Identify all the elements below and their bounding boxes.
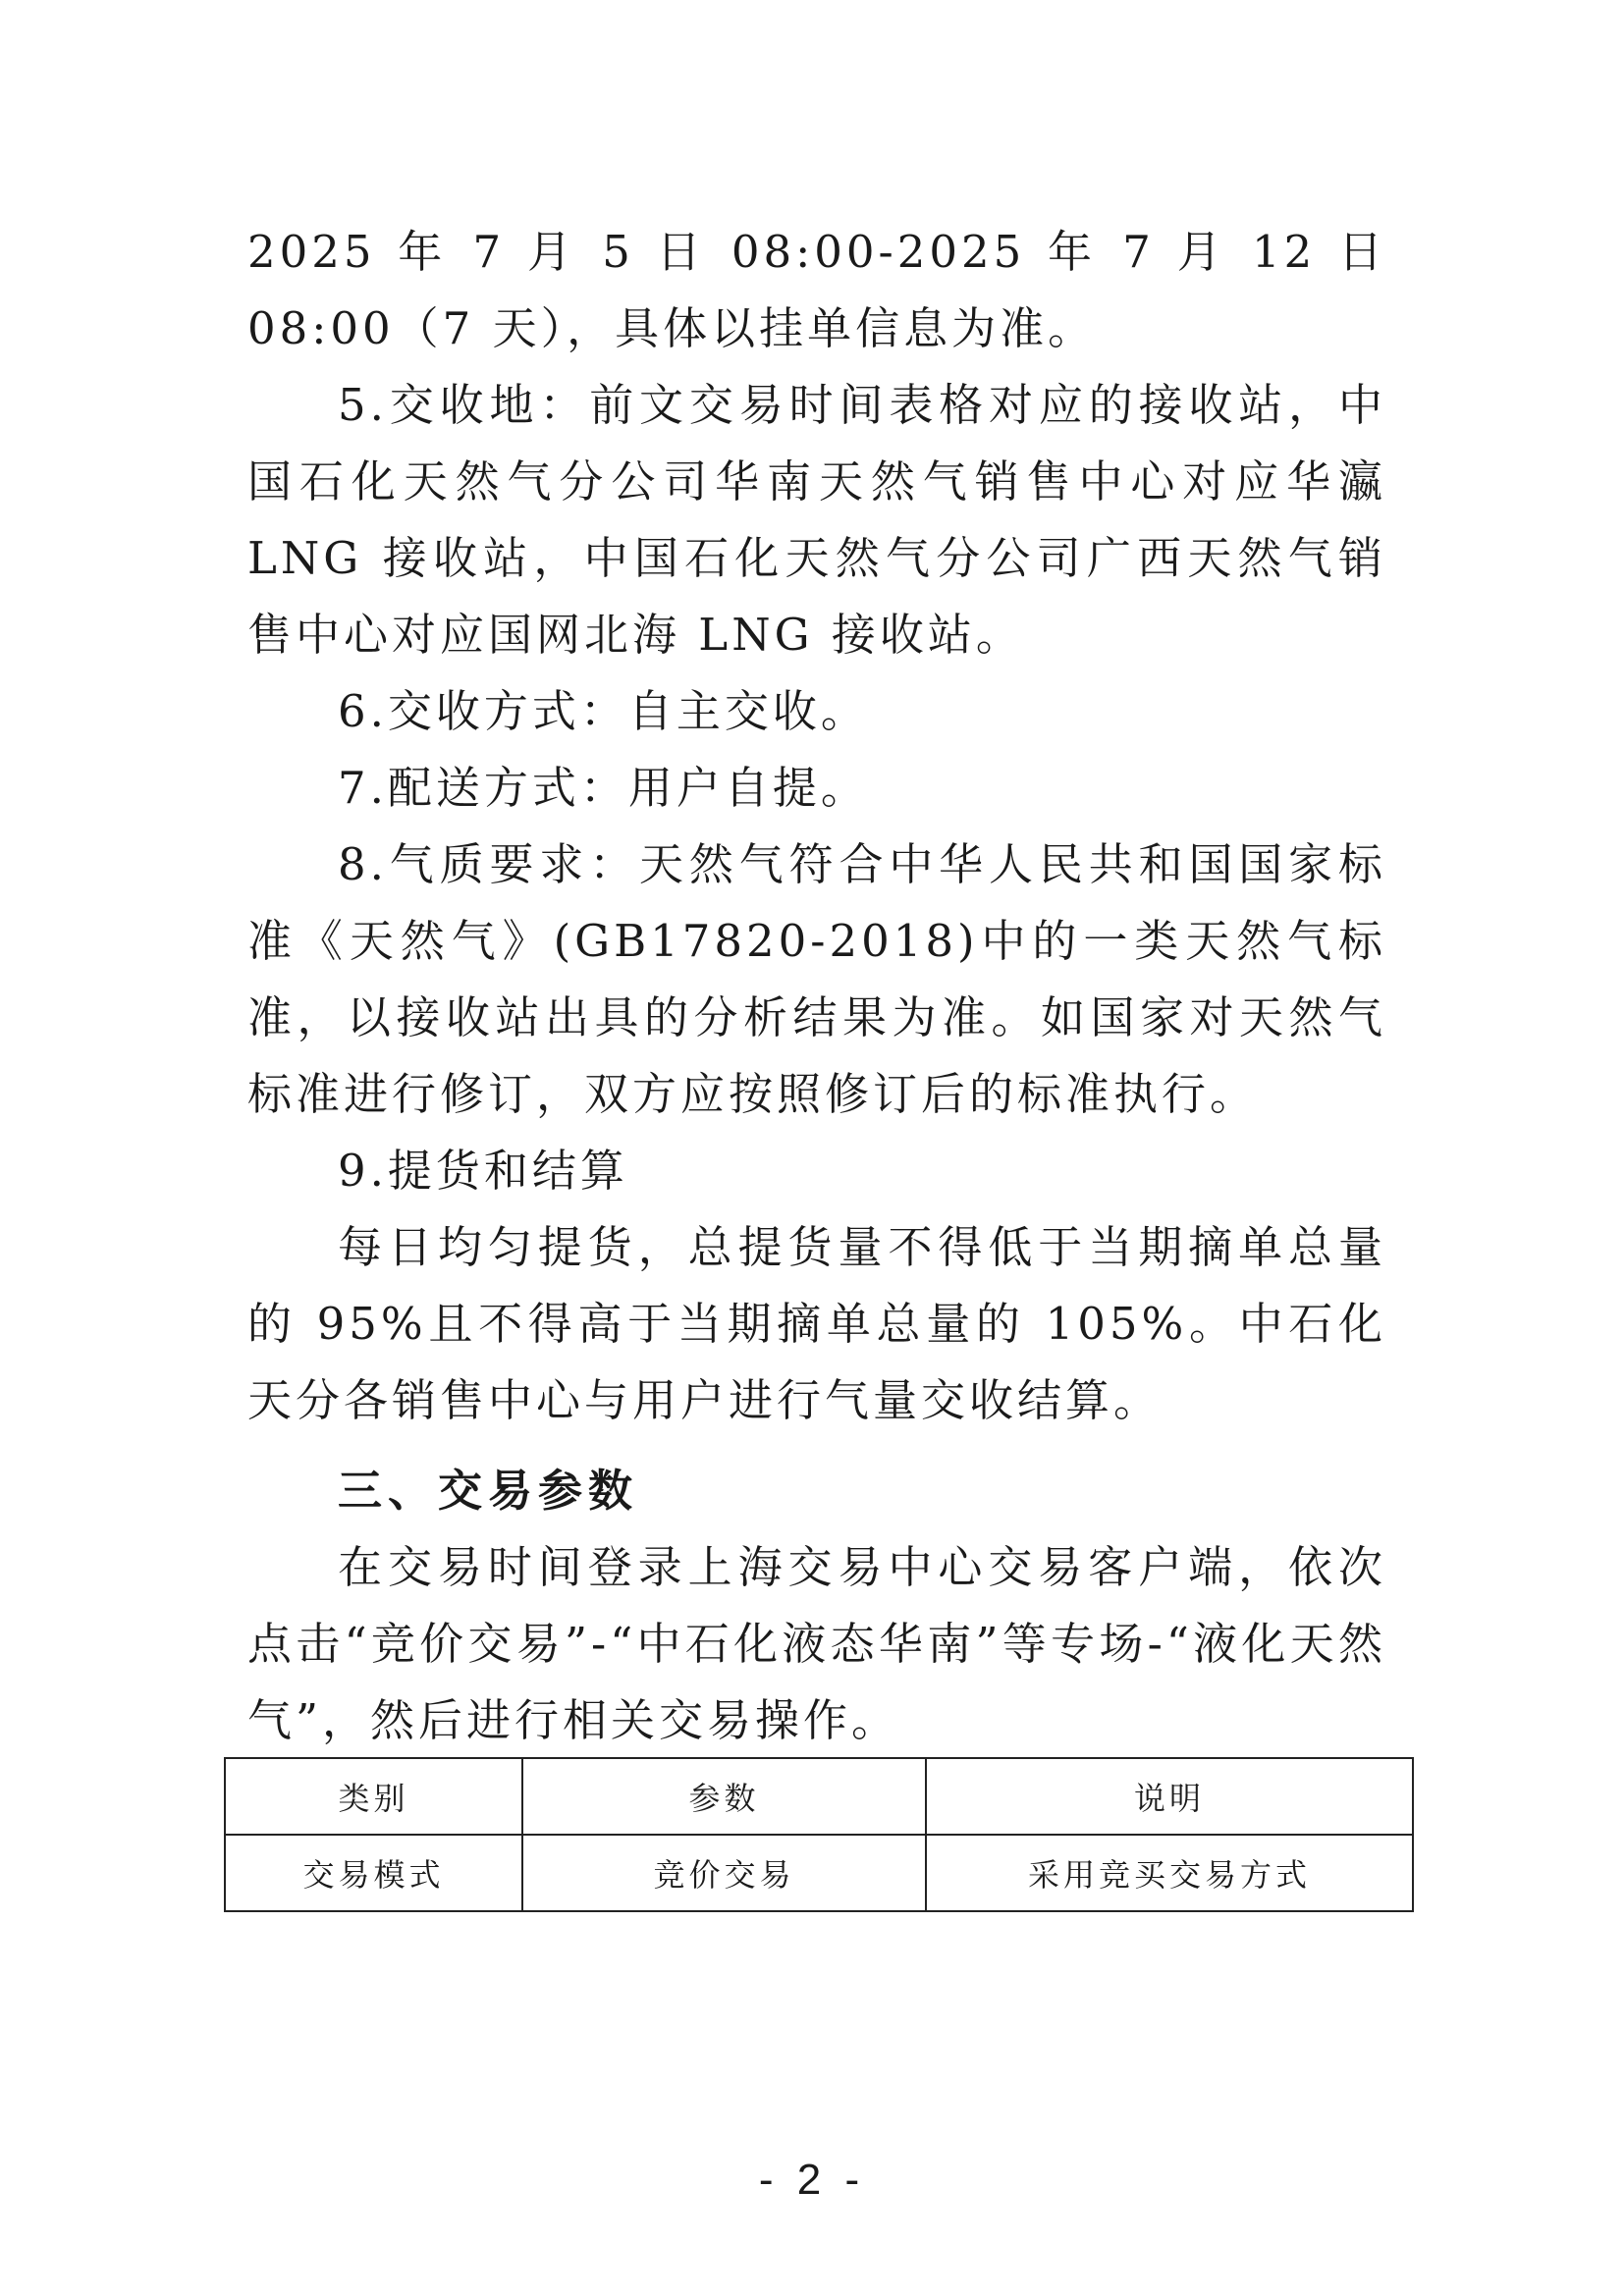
table-header-row: [225, 1758, 1413, 1835]
paragraph-delivery-location: 5.交收地：前文交易时间表格对应的接收站，中国石化天然气分公司华南天然气销售中心对应华瀛 LNG 接收站，中国石化天然气分公司广西天然气销售中心对应国网北海 LNG 接收站。: [247, 379, 1386, 661]
table-header-parameter: 参数: [522, 1758, 926, 1835]
table-header-category: 类别: [225, 1758, 522, 1835]
table-row: [225, 1835, 1413, 1911]
trading-parameters-table: [224, 1757, 1414, 1912]
paragraph-pickup-settlement: 每日均匀提货，总提货量不得低于当期摘单总量的 95%且不得高于当期摘单总量的 105%。中石化天分各销售中心与用户进行气量交收结算。: [247, 1221, 1386, 1426]
paragraph-trading-instructions: 在交易时间登录上海交易中心交易客户端，依次点击“竞价交易”-“中石化液态华南”等专场-“液化天然气”，然后进行相关交易操作。: [247, 1541, 1386, 1746]
table-cell-category: 交易模式: [225, 1835, 522, 1911]
paragraph-pickup-settlement-title: 9.提货和结算: [338, 1145, 628, 1197]
paragraph-distribution-method: 7.配送方式：用户自提。: [338, 762, 869, 814]
section-heading-trading-parameters: 三、交易参数: [338, 1465, 639, 1517]
paragraph-gas-quality: 8.气质要求：天然气符合中华人民共和国国家标准《天然气》(GB17820-2018)中的一类天然气标准，以接收站出具的分析结果为准。如国家对天然气标准进行修订，双方应按照修订后的标准执行。: [247, 838, 1386, 1120]
paragraph-delivery-method: 6.交收方式：自主交收。: [338, 685, 869, 737]
table-cell-parameter: 竞价交易: [522, 1835, 926, 1911]
table-header-description: 说明: [926, 1758, 1413, 1835]
paragraph-delivery-period: 2025 年 7 月 5 日 08:00-2025 年 7 月 12 日 08:00（7 天），具体以挂单信息为准。: [247, 226, 1386, 354]
table-cell-description: 采用竞买交易方式: [926, 1835, 1413, 1911]
page-number: - 2 -: [758, 2156, 866, 2204]
